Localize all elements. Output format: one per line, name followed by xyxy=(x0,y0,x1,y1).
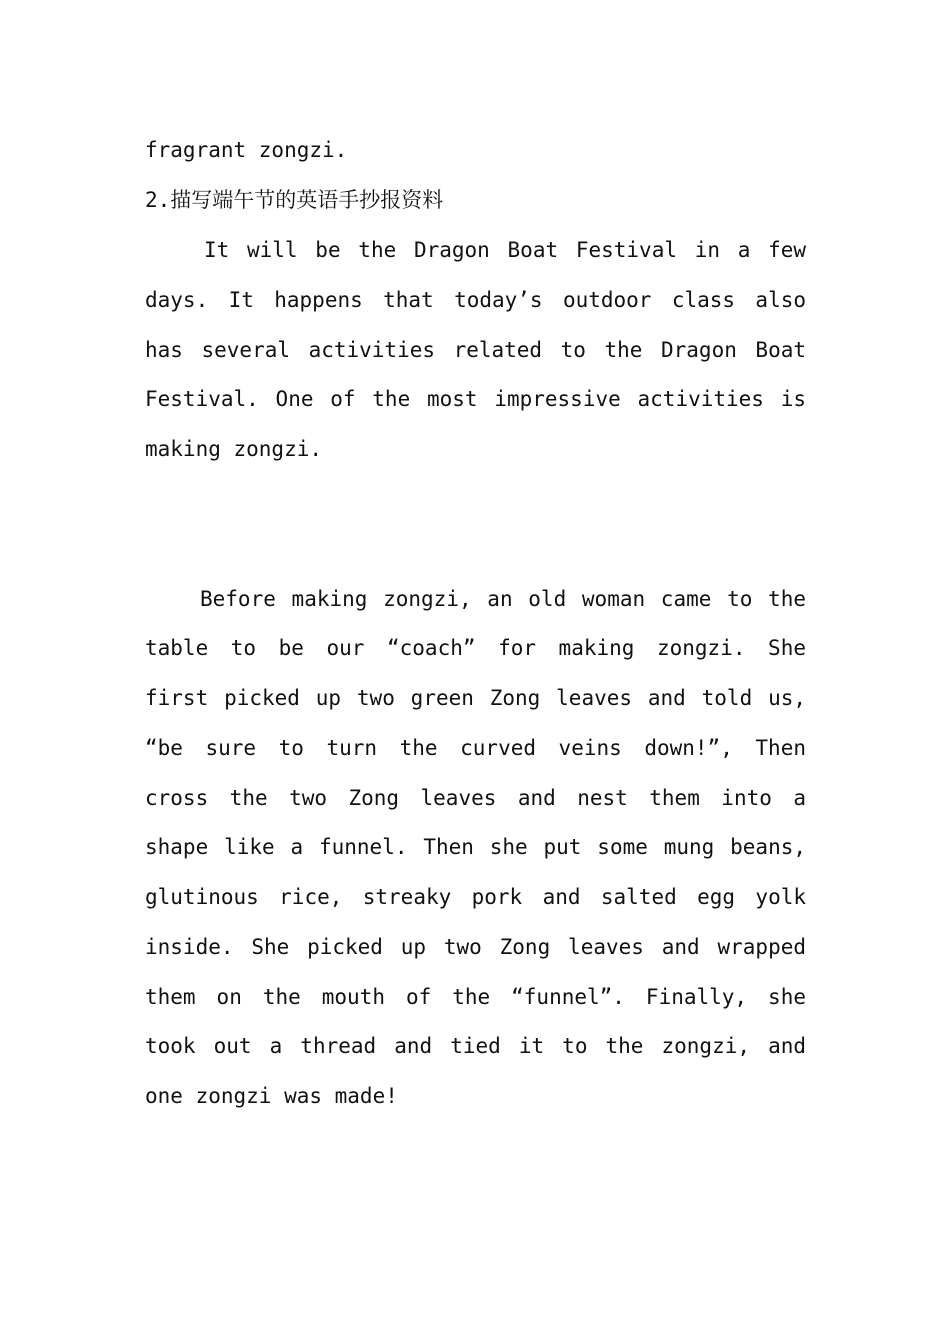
paragraph-1-line: making zongzi. xyxy=(145,437,323,461)
paragraph-1-line: days. It happens that today’s outdoor class also xyxy=(145,288,806,312)
paragraph-2-line: first picked up two green Zong leaves and told us, xyxy=(145,686,806,710)
paragraph-2-line: them on the mouth of the “funnel”. Finally, she xyxy=(145,985,806,1009)
text-line-fragrant-zongzi: fragrant zongzi. xyxy=(145,138,348,162)
paragraph-1-line: It will be the Dragon Boat Festival in a few xyxy=(204,238,806,262)
section-heading: 2.描写端午节的英语手抄报资料 xyxy=(145,188,444,212)
paragraph-2-line: took out a thread and tied it to the zongzi, and xyxy=(145,1034,806,1058)
paragraph-1-line: has several activities related to the Dragon Boat xyxy=(145,338,806,362)
paragraph-2-line: shape like a funnel. Then she put some mung beans, xyxy=(145,835,806,859)
paragraph-2-line: glutinous rice, streaky pork and salted egg yolk xyxy=(145,885,806,909)
paragraph-2-line: Before making zongzi, an old woman came to the xyxy=(200,587,806,611)
paragraph-2-line: “be sure to turn the curved veins down!”, Then xyxy=(145,736,806,760)
paragraph-2-line: inside. She picked up two Zong leaves and wrapped xyxy=(145,935,806,959)
paragraph-2-line: table to be our “coach” for making zongzi. She xyxy=(145,636,806,660)
paragraph-1-line: Festival. One of the most impressive activities is xyxy=(145,387,806,411)
paragraph-2-line: cross the two Zong leaves and nest them into a xyxy=(145,786,806,810)
paragraph-2-line: one zongzi was made! xyxy=(145,1084,398,1108)
